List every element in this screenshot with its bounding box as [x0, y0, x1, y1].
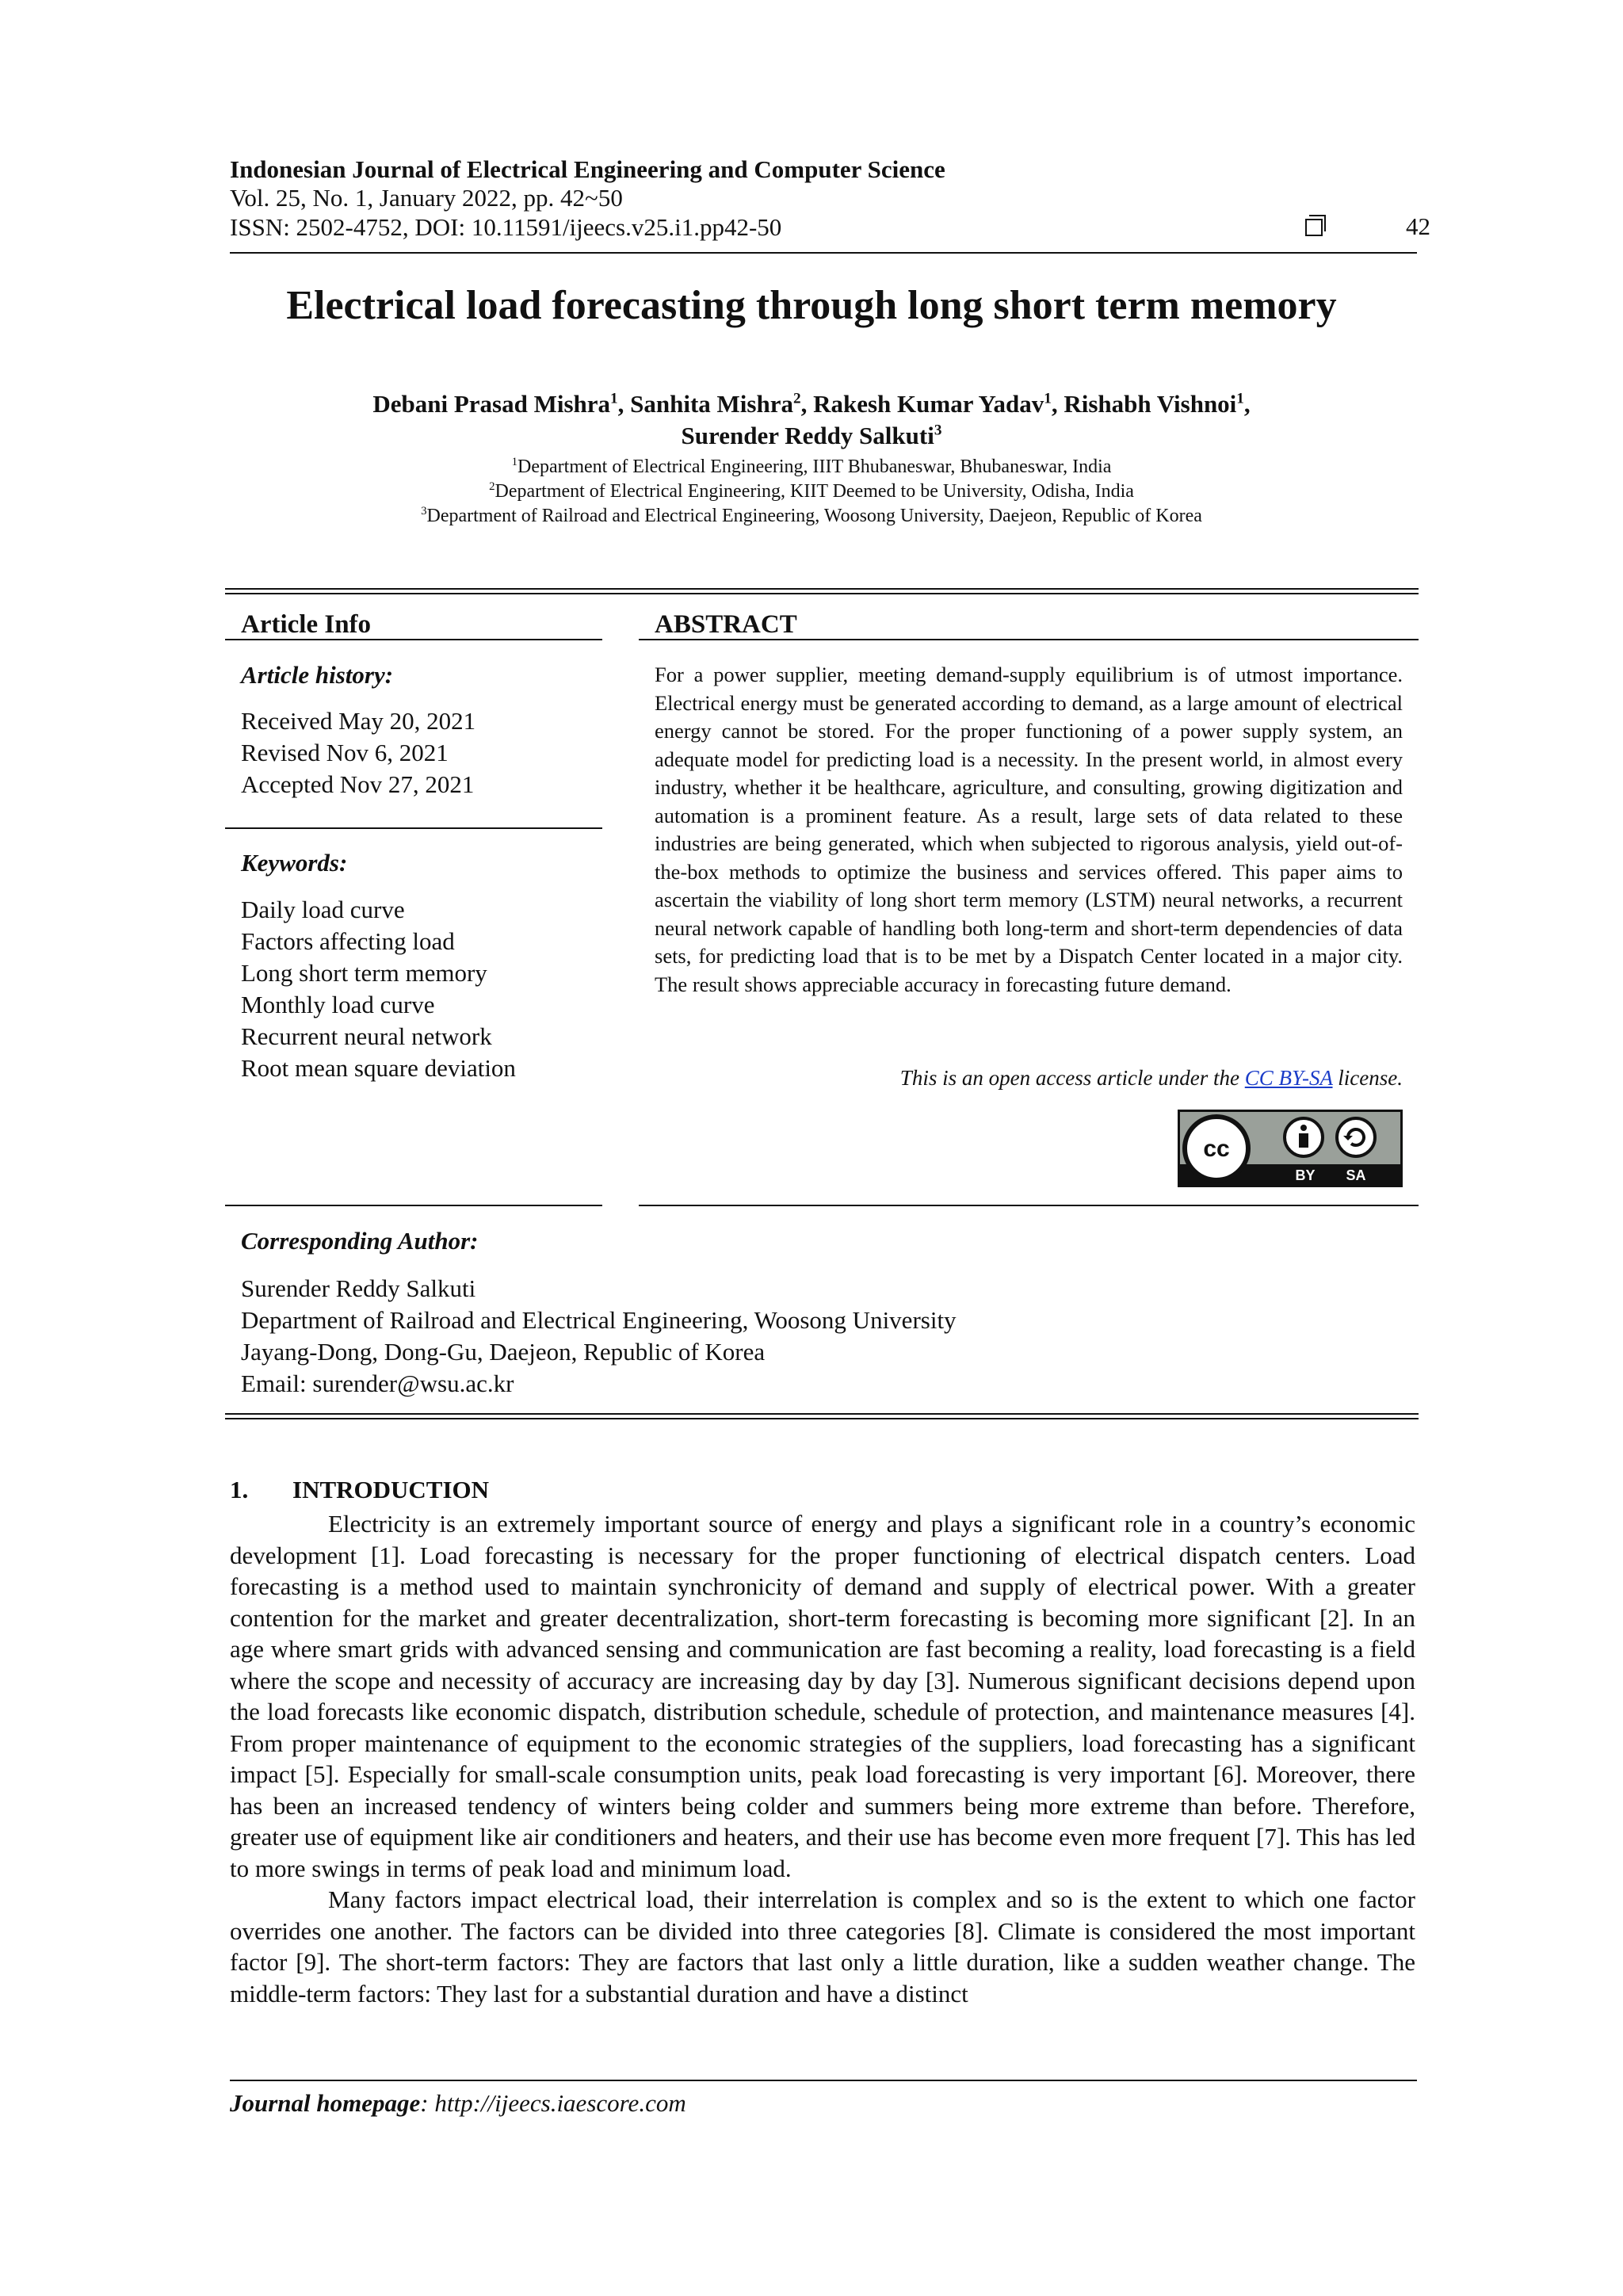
revised-date: Revised Nov 6, 2021	[241, 739, 449, 766]
author-sup: 3	[934, 422, 942, 439]
cc-by-sa-link[interactable]: CC BY-SA	[1244, 1066, 1333, 1090]
abstract-rule	[639, 639, 1419, 640]
journal-issn-doi: ISSN: 2502-4752, DOI: 10.11591/ijeecs.v25.i1.pp42-50	[230, 213, 782, 241]
affiliation-text: Department of Electrical Engineering, IIIT Bhubaneswar, Bhubaneswar, India	[517, 457, 1112, 477]
author-sup: 1	[1044, 390, 1052, 407]
keyword: Factors affecting load	[241, 927, 455, 955]
introduction-heading	[230, 1476, 489, 1504]
infobox-bottom-rule	[225, 1413, 1419, 1415]
keyword: Long short term memory	[241, 959, 487, 987]
affiliation-sup: 3	[421, 505, 427, 518]
paper-title: Electrical load forecasting through long short term memory	[286, 283, 1337, 328]
page-box-icon	[1305, 219, 1323, 236]
affiliation-text: Department of Railroad and Electrical Engineering, Woosong University, Daejeon, Republic of Korea	[426, 506, 1202, 526]
affiliation	[0, 479, 1623, 504]
license-prefix: This is an open access article under the	[899, 1066, 1245, 1090]
article-info-rule	[225, 639, 602, 640]
article-history-heading: Article history:	[241, 661, 394, 689]
corresponding-details	[241, 1273, 957, 1400]
corresponding-email: Email: surender@wsu.ac.kr	[241, 1370, 514, 1397]
sa-icon	[1337, 1118, 1375, 1156]
history-rule	[225, 827, 602, 829]
author-list: Debani Prasad Mishra$^1$, Sanhita Mishra$^2$, Rakesh Kumar Yadav$^1$, Rishabh Vishnoi$^1$, Surender Reddy Salkuti$^3$	[372, 390, 1251, 449]
section-number: 1.	[230, 1476, 249, 1503]
journal-volume: Vol. 25, No. 1, January 2022, pp. 42~50	[230, 184, 623, 212]
affiliation	[0, 504, 1623, 529]
license-suffix: license.	[1332, 1066, 1403, 1090]
infobox-top-rule-2	[225, 593, 1419, 594]
corresponding-dept: Department of Railroad and Electrical Engineering, Woosong University	[241, 1306, 957, 1334]
received-date: Received May 20, 2021	[241, 707, 476, 735]
article-info-heading: Article Info	[241, 610, 372, 639]
author-sup: 1	[1236, 390, 1244, 407]
homepage-label: Journal homepage	[230, 2089, 421, 2117]
author-sup: 1	[610, 390, 618, 407]
paragraph: Electricity is an extremely important source of energy and plays a significant role in a country’s economic development [1]. Load forecasting is necessary for the proper functioning of electrical dispatch centers. Load forecasting is a method used to maintain synchronicity of demand and supply of electrical power. With a greater contention for the market and greater decentralization, short-term forecasting is becoming more significant [2]. In an age where smart grids with advanced sensing and communication are fast becoming a reality, load forecasting is a field where the scope and necessity of accuracy are increasing day by day [3]. Numerous significant decisions depend upon the load forecasts like economic dispatch, distribution schedule, schedule of protection, and maintenance measures [4]. From proper maintenance of equipment to the economic strategies of the suppliers, load forecasting has a significant impact [5]. Especially for small-scale consumption units, peak load forecasting is very important [6]. Moreover, there has been an increased tendency of winters being colder and summers being more extreme than before. Therefore, greater use of equipment like air conditioners and heaters, and their use has become even more frequent [7]. This has led to more swings in terms of peak load and minimum load.	[230, 1510, 1415, 1882]
accepted-date: Accepted Nov 27, 2021	[241, 770, 475, 798]
author-name: Rishabh Vishnoi	[1064, 390, 1237, 418]
journal-homepage	[230, 2089, 686, 2118]
keywords-rule	[225, 1205, 602, 1206]
cc-badge-graphic	[1180, 1112, 1400, 1185]
author-name: Sanhita Mishra	[630, 390, 793, 418]
author-name: Rakesh Kumar Yadav	[813, 390, 1044, 418]
sa-label: SA	[1346, 1167, 1366, 1183]
abstract-text: For a power supplier, meeting demand-supply equilibrium is of utmost importance. Electrical energy must be generated according to demand, as a large amount of electrical energy cannot be stored. For the proper functioning of a power supply system, an adequate model for predicting load is a necessity. In the present world, in almost every industry, whether it be healthcare, agriculture, and consulting, growing digitization and automation is a prominent feature. As a result, large sets of data related to these industries are being generated, which when subjected to rigorous analysis, yield out-of-the-box methods to optimize the business and services offered. This paper aims to ascertain the viability of long short term memory (LSTM) neural networks, a recurrent neural network capable of handling both long-term and short-term dependencies of data sets, for predicting load that is to be met by a Dispatch Center located in a major city. The result shows appreciable accuracy in forecasting future demand.	[655, 663, 1403, 996]
license-note	[655, 1066, 1403, 1091]
keyword: Monthly load curve	[241, 991, 435, 1018]
infobox-bottom-rule-2	[225, 1418, 1419, 1419]
infobox-top-rule	[225, 588, 1419, 590]
keyword: Recurrent neural network	[241, 1022, 492, 1050]
corresponding-name: Surender Reddy Salkuti	[241, 1274, 476, 1302]
author-sup: 2	[792, 390, 801, 407]
introduction-body	[230, 1508, 1415, 2009]
keywords-heading: Keywords:	[241, 849, 348, 877]
cc-by-sa-badge[interactable]	[1178, 1110, 1403, 1187]
journal-name: Indonesian Journal of Electrical Engineering and Computer Science	[230, 155, 945, 183]
footer-rule	[230, 2080, 1417, 2081]
homepage-url[interactable]: : http://ijeecs.iaescore.com	[420, 2089, 686, 2117]
cc-icon: cc	[1203, 1136, 1230, 1162]
author-name: Debani Prasad Mishra	[372, 390, 611, 418]
paragraph: Many factors impact electrical load, their interrelation is complex and so is the extent to which one factor overrides one another. The factors can be divided into three categories [8]. Climate is considered the most important factor [9]. The short-term factors: They are factors that last only a little duration, like a sudden weather change. The middle-term factors: They last for a substantial duration and have a distinct	[230, 1885, 1415, 2008]
keyword: Root mean square deviation	[241, 1054, 516, 1082]
abstract-bottom-rule	[639, 1205, 1419, 1206]
affiliation	[0, 455, 1623, 479]
affiliation-sup: 2	[489, 480, 495, 493]
header-rule	[230, 252, 1417, 254]
affiliation-sup: 1	[511, 456, 518, 468]
corresponding-heading: Corresponding Author:	[241, 1227, 479, 1255]
affiliations	[0, 455, 1623, 529]
by-icon	[1285, 1118, 1323, 1156]
article-history	[241, 705, 475, 800]
page-number: 42	[1406, 212, 1430, 240]
author-name: Surender Reddy Salkuti	[681, 422, 934, 449]
corresponding-address: Jayang-Dong, Dong-Gu, Daejeon, Republic of Korea	[241, 1338, 766, 1366]
by-label: BY	[1295, 1167, 1316, 1183]
keyword: Daily load curve	[241, 896, 405, 923]
section-title: INTRODUCTION	[292, 1476, 490, 1503]
abstract-heading: ABSTRACT	[655, 610, 797, 639]
affiliation-text: Department of Electrical Engineering, KIIT Deemed to be University, Odisha, India	[495, 481, 1134, 502]
keyword-list	[241, 894, 516, 1084]
